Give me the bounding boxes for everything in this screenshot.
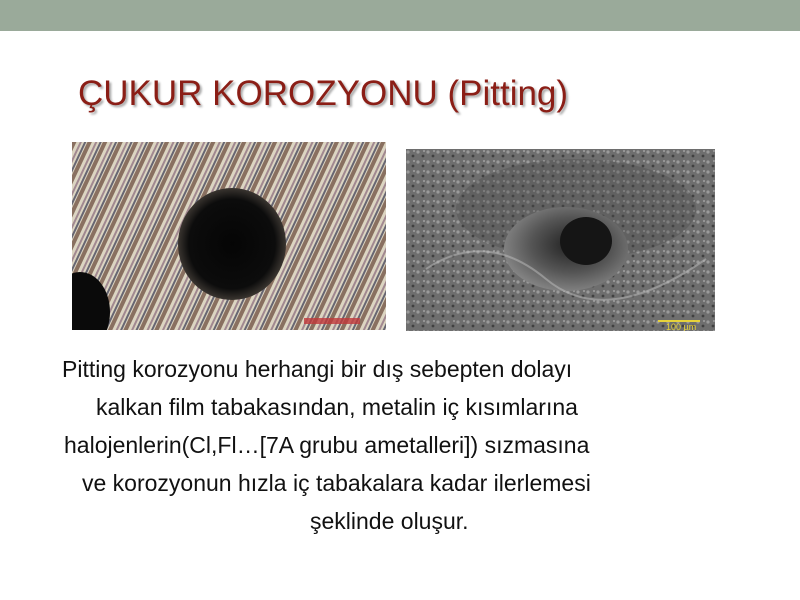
optical-micrograph-drawing [72, 142, 386, 330]
sem-micrograph-image [406, 149, 715, 331]
body-line-1: Pitting korozyonu herhangi bir dış sebepten dolayı [62, 356, 573, 382]
top-accent-bar [0, 0, 800, 31]
sem-micrograph-drawing [406, 149, 715, 331]
slide-title: ÇUKUR KOROZYONU (Pitting) [78, 74, 569, 113]
body-line-3: halojenlerin(Cl,Fl…[7A grubu ametalleri]) sızmasına [64, 432, 590, 458]
body-line-4: ve korozyonun hızla iç tabakalara kadar ilerlemesi [82, 470, 591, 496]
body-line-5: şeklinde oluşur. [310, 508, 469, 534]
optical-micrograph-image [72, 142, 386, 330]
scale-bar-label: 100 µm [666, 322, 697, 331]
body-line-2: kalkan film tabakasından, metalin iç kısımlarına [96, 394, 578, 420]
slide-body-text [60, 350, 790, 540]
